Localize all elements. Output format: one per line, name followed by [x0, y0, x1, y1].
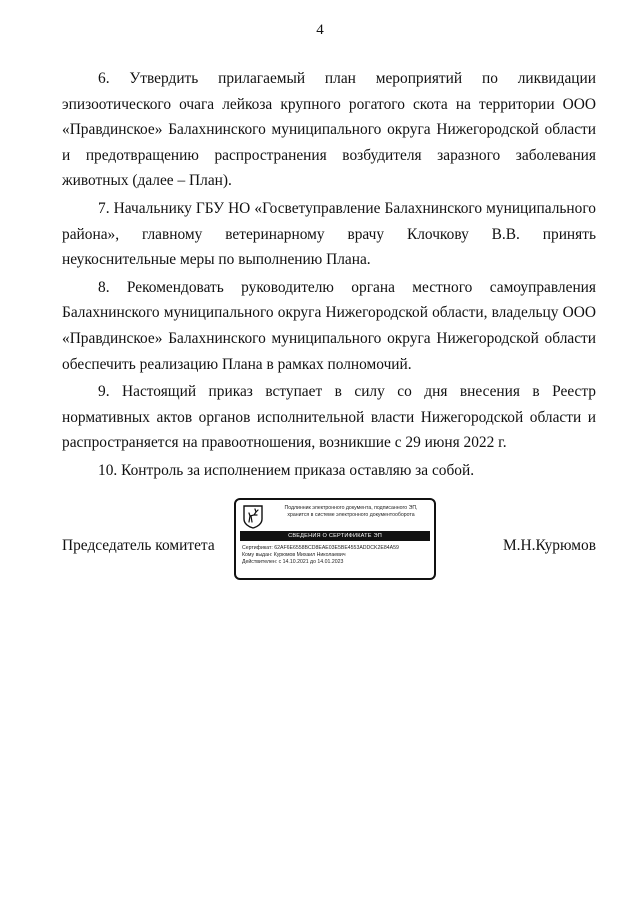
stamp-header-line-2: хранится в системе электронного документооборота	[287, 512, 415, 518]
stamp-header-line-1: Подлинник электронного документа, подписанного ЭП,	[284, 505, 418, 511]
certificate-validity: Действителен: с 14.10.2021 до 14.01.2023	[242, 559, 344, 565]
certificate-owner: Кому выдан: Курюмов Михаил Николаевич	[242, 552, 346, 558]
signatory-name: М.Н.Курюмов	[503, 537, 596, 554]
document-body	[62, 66, 596, 484]
signatory-position: Председатель комитета	[62, 537, 215, 554]
signature-block	[62, 497, 596, 587]
paragraph-7: 7. Начальнику ГБУ НО «Госветуправление Балахнинского муниципального района», главному ветеринарному врачу Клочкову В.В. принять неукоснительные меры по выполнению Плана.	[62, 199, 596, 269]
stamp-title-bar: СВЕДЕНИЯ О СЕРТИФИКАТЕ ЭП	[240, 531, 430, 541]
stamp-details	[242, 545, 432, 566]
paragraph-6: 6. Утвердить прилагаемый план мероприятий по ликвидации эпизоотического очага лейкоза крупного рогатого скота на территории ООО «Правдинское» Балахнинского муниципального округа Нижегородской области и предотвращению распространения возбудителя заразного заболевания животных (далее – План).	[62, 70, 596, 190]
paragraph-9: 9. Настоящий приказ вступает в силу со дня внесения в Реестр нормативных актов органов исполнительной власти Нижегородской области и распространяется на правоотношения, возникшие с 29 июня 2022 г.	[62, 383, 596, 452]
paragraph-10: 10. Контроль за исполнением приказа оставляю за собой.	[98, 461, 475, 479]
electronic-signature-stamp	[234, 498, 436, 580]
page-number: 4	[316, 22, 324, 38]
paragraph-8: 8. Рекомендовать руководителю органа местного самоуправления Балахнинского муниципального округа Нижегородской области, владельцу ООО «Правдинское» Балахнинского муниципального округа Нижегородской области обеспечить реализацию Плана в рамках полномочий.	[62, 278, 596, 373]
deer-coat-of-arms-icon	[242, 505, 264, 529]
stamp-header	[270, 505, 432, 519]
certificate-number: Сертификат: 62AF6E6558BCD8EAE03E5BE4553ADDCK2E84A59	[242, 545, 399, 551]
